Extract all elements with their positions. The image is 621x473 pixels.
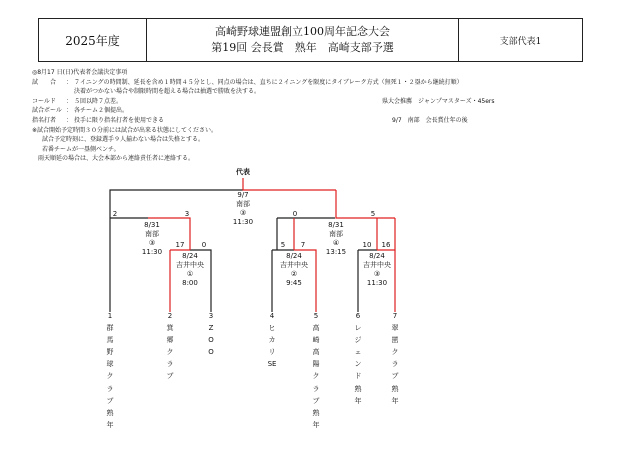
- team-3-no: 3: [208, 312, 214, 320]
- r1a-info: [168, 252, 212, 288]
- final-score-right: 3: [184, 210, 190, 218]
- semi-right-venue: 南部: [329, 230, 343, 238]
- team-6-name: レジェンド熟年: [354, 324, 362, 405]
- final-date: 9/7: [237, 191, 249, 199]
- rule-start-time: ※試合開始予定時間３０分前には試合が出来る状態にしてください。: [32, 126, 218, 134]
- team-4-no: 4: [269, 312, 275, 320]
- team-1-name: 群馬野球クラブ熟年: [106, 324, 114, 429]
- team-7: [390, 310, 400, 407]
- final-game-no: ③: [239, 209, 247, 217]
- rule-ball-label: 試合ボール: [32, 107, 62, 115]
- rule-ball-text: 各チーム２個提出。: [73, 107, 128, 115]
- semi-right-score-right: 7: [300, 241, 306, 249]
- team-5-name: 高崎高陽クラブ熟年: [312, 324, 320, 429]
- semi-left-score-right: 0: [201, 241, 207, 249]
- team-7-no: 7: [392, 312, 398, 320]
- title-line-2: 第19回 会長賞 熟年 高崎支部予選: [211, 41, 394, 54]
- r1b-info: [272, 252, 316, 288]
- title-line-1: 高崎野球連盟創立100周年記念大会: [215, 25, 390, 38]
- year-cell: 2025年度: [39, 19, 147, 61]
- rule-rain: 雨天順延の場合は、大会本部から連絡責任者に連絡する。: [38, 155, 195, 163]
- rule-dh-text: 投手に限り指名打者を使用できる: [73, 116, 164, 124]
- team-6-no: 6: [355, 312, 361, 320]
- semi-right-score-right-2: 16: [381, 241, 391, 249]
- semi-right-time: 13:15: [325, 248, 347, 256]
- team-5: [311, 310, 321, 431]
- final-venue: 南部: [236, 200, 250, 208]
- team-5-no: 5: [313, 312, 319, 320]
- team-4-name: ヒカリSE: [267, 324, 277, 369]
- rule-game-label: 試 合: [32, 78, 57, 86]
- prefectural-recommendation: 県大会推薦 ジャンプマスターズ・45ers: [382, 97, 495, 105]
- team-1: [105, 310, 115, 431]
- team-7-name: 翠巒クラブ熟年: [391, 324, 399, 405]
- semi-right-game-no: ④: [332, 239, 340, 247]
- team-3-name: ZOO: [208, 324, 214, 357]
- r1a-venue: 吉井中央: [176, 261, 204, 269]
- team-2: [165, 310, 175, 383]
- final-score-right-2: 5: [370, 210, 376, 218]
- rule-bench: 若番チームが一塁側ベンチ。: [42, 145, 120, 153]
- semi-right-date: 8/31: [328, 221, 344, 229]
- representative-cell: 支部代表1: [499, 36, 542, 47]
- rule-roster: 試合予定時刻に、登録選手９人揃わない場合は失格とする。: [42, 136, 205, 144]
- r1c-info: [355, 252, 399, 288]
- r1c-time: 11:30: [366, 279, 388, 287]
- r1c-venue: 吉井中央: [363, 261, 391, 269]
- rule-dh-label: 指名打者: [32, 116, 57, 124]
- semi-left-game-no: ③: [148, 239, 156, 247]
- semi-right-score-left-2: 10: [362, 241, 372, 249]
- rule-dh-sep: ：: [66, 116, 73, 124]
- semi-right-score-left: 5: [280, 241, 286, 249]
- rule-called-text: ５回以降７点差。: [73, 97, 122, 105]
- notes-heading: ◎8月17 日(日)代表者会議決定事項: [32, 69, 128, 76]
- rule-called-sep: ：: [66, 97, 73, 105]
- r1b-date: 8/24: [286, 252, 302, 260]
- semi-right-info: [316, 221, 356, 257]
- r1a-time: 8:00: [182, 279, 198, 287]
- rule-called-label: コールド: [32, 97, 56, 105]
- rule-game-sep: ：: [66, 78, 73, 86]
- final-score-left: 2: [112, 210, 118, 218]
- semi-left-score-left: 17: [175, 241, 185, 249]
- r1a-date: 8/24: [182, 252, 198, 260]
- team-1-no: 1: [107, 312, 113, 320]
- r1b-time: 9:45: [286, 279, 302, 287]
- final-time: 11:30: [232, 218, 254, 226]
- winner-line-champion: [243, 178, 336, 190]
- rule-ball-sep: ：: [66, 107, 73, 115]
- team-6: [353, 310, 363, 407]
- final-schedule-note: 9/7 南部 会長賞仕年の後: [392, 116, 468, 124]
- team-2-name: 箕郷クラブ: [166, 324, 174, 381]
- semi-left-venue: 南部: [145, 230, 159, 238]
- champion-label: 代表: [236, 168, 250, 176]
- r1c-date: 8/24: [369, 252, 385, 260]
- rule-game-text-2: 決着がつかない場合や制限時間を超える場合は抽選で勝敗を決する。: [74, 88, 261, 96]
- team-3: [206, 310, 216, 358]
- semi-left-date: 8/31: [144, 221, 160, 229]
- team-4: [267, 310, 277, 370]
- r1b-game-no: ②: [290, 270, 298, 278]
- rule-game-text: ７イニングの時間制、延長を含め１時間４５分とし、同点の場合は、直ちに２イニングを限度にタイブレーク方式（無死１・２塁から継続打順）: [73, 78, 463, 86]
- final-score-left-2: 0: [292, 210, 298, 218]
- team-2-no: 2: [167, 312, 173, 320]
- semi-left-time: 11:30: [141, 248, 163, 256]
- r1a-game-no: ①: [186, 270, 194, 278]
- final-game-info: [225, 191, 261, 227]
- bracket-line-final-left: [110, 190, 243, 218]
- r1c-game-no: ③: [373, 270, 381, 278]
- semi-left-info: [132, 221, 172, 257]
- r1b-venue: 吉井中央: [280, 261, 308, 269]
